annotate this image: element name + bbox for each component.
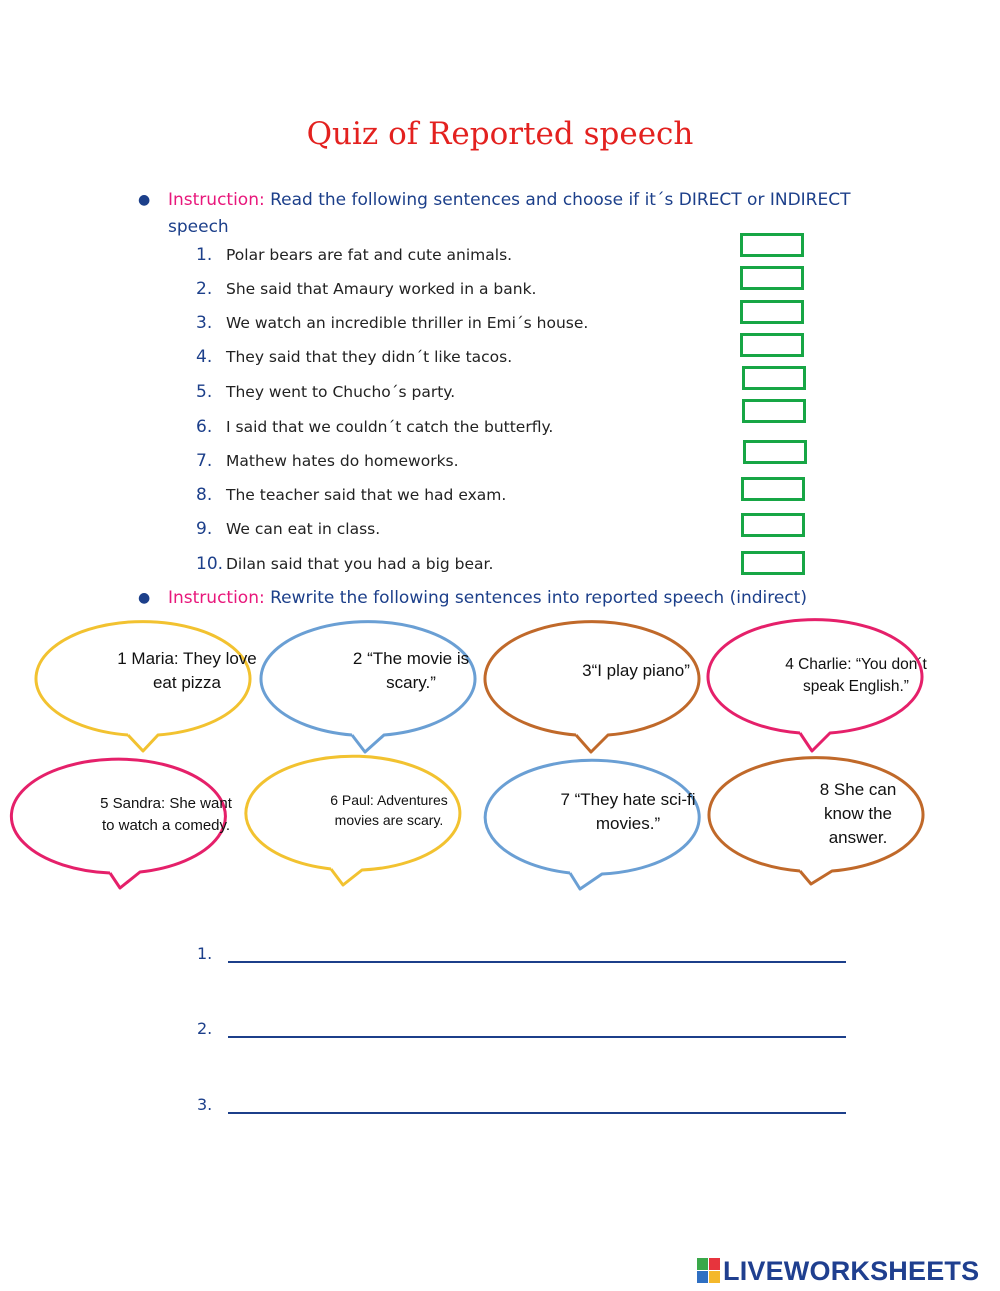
speech-bubble-text-2: 2 “The movie is scary.” — [352, 649, 470, 692]
instruction-label: Instruction: — [168, 588, 265, 608]
logo-text: LIVEWORKSHEETS — [723, 1255, 980, 1286]
answer-number: 1. — [197, 944, 213, 963]
list-item: 10. Dilan said that you had a big bear. — [196, 554, 494, 574]
instruction-label: Instruction: — [168, 190, 265, 210]
list-item: 6. I said that we couldn´t catch the butterfly. — [196, 417, 554, 437]
answer-number: 2. — [197, 1019, 213, 1038]
list-item: 2. She said that Amaury worked in a bank. — [196, 279, 537, 299]
speech-bubble-text-5: 5 Sandra: She want to watch a comedy. — [100, 795, 232, 834]
list-item: 7. Mathew hates do homeworks. — [196, 451, 459, 471]
answer-number: 3. — [197, 1095, 213, 1114]
instruction-text: Rewrite the following sentences into reported speech (indirect) — [270, 588, 807, 608]
bullet-icon: ● — [138, 590, 151, 606]
bullet-icon: ● — [138, 192, 151, 208]
speech-bubble-text-4: 4 Charlie: “You don´t speak English.” — [785, 656, 927, 695]
speech-bubble-text-6: 6 Paul: Adventures movies are scary. — [330, 792, 448, 828]
list-item: 1. Polar bears are fat and cute animals. — [196, 245, 513, 265]
liveworksheets-logo-icon — [697, 1258, 721, 1284]
answer-line-1[interactable] — [228, 961, 846, 963]
liveworksheets-logo — [697, 1254, 979, 1288]
speech-bubble-text-3: 3“I play piano” — [582, 661, 690, 680]
list-item: 5. They went to Chucho´s party. — [196, 382, 456, 402]
instruction-text: Read the following sentences and choose if it´s DIRECT or INDIRECT speech — [168, 190, 851, 237]
answer-line-2[interactable] — [228, 1036, 846, 1038]
speech-bubble-text-7: 7 “They hate sci-fi movies.” — [560, 790, 696, 833]
answer-line-3[interactable] — [228, 1112, 846, 1114]
list-item: 3. We watch an incredible thriller in Emi´s house. — [196, 313, 589, 333]
page-title: Quiz of Reported speech — [306, 116, 694, 152]
speech-bubble-text-8: 8 She can know the answer. — [819, 780, 897, 847]
list-item: 8. The teacher said that we had exam. — [196, 485, 507, 505]
speech-bubble-text-1: 1 Maria: They love eat pizza — [117, 649, 257, 692]
list-item: 4. They said that they didn´t like tacos. — [196, 347, 513, 367]
list-item: 9. We can eat in class. — [196, 519, 381, 539]
